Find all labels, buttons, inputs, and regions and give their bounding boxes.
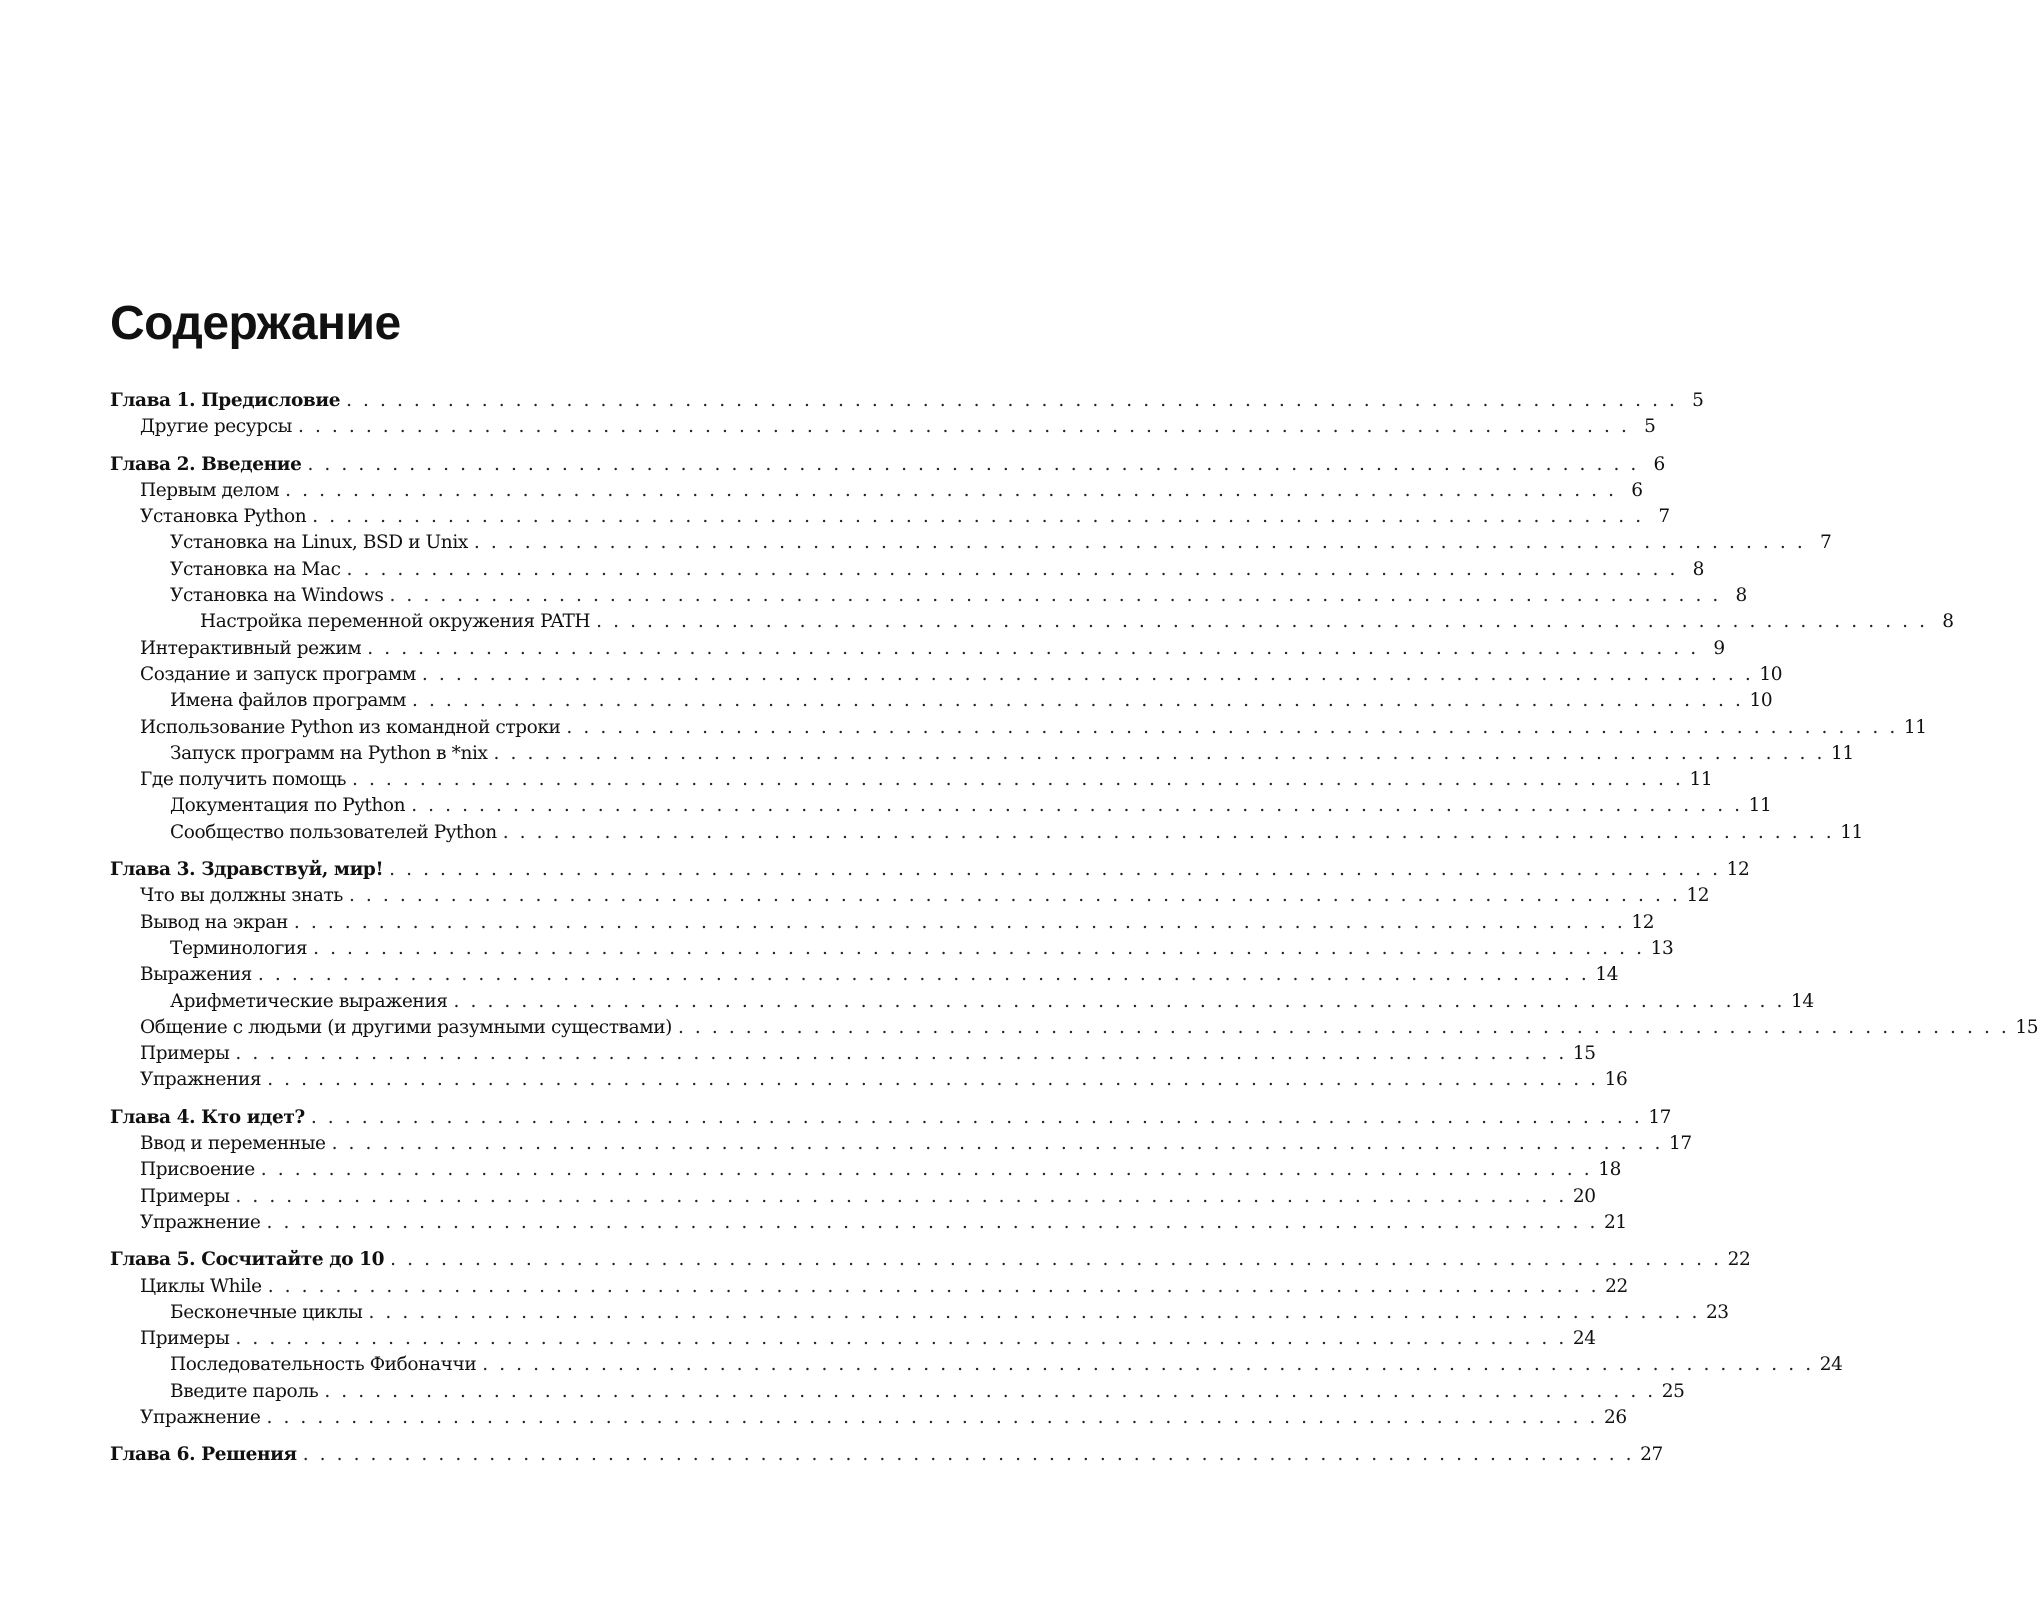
toc-page-number: 17 bbox=[1669, 1133, 1692, 1155]
toc-chapter bbox=[110, 857, 2038, 1094]
toc-section-entry[interactable] bbox=[110, 910, 1655, 936]
toc-page-number: 10 bbox=[1749, 690, 1773, 712]
toc-page-number: 20 bbox=[1572, 1185, 1596, 1207]
dot-leader: . . . . . . . . . . . . . . . . . . . . . . . . . . . . . . . . . . . . . . . . . . . . . . . . . . . . . . . . . . . . . . . . . . . . . . . . . . . . . . . bbox=[257, 964, 1590, 986]
toc-page-number: 15 bbox=[2015, 1016, 2038, 1038]
toc-page-number: 11 bbox=[1831, 742, 1854, 764]
toc-page-number: 12 bbox=[1726, 859, 1750, 881]
toc-entry-title: Имена файлов программ bbox=[170, 690, 406, 712]
dot-leader: . . . . . . . . . . . . . . . . . . . . . . . . . . . . . . . . . . . . . . . . . . . . . . . . . . . . . . . . . . . . . . . . . . . . . . . . . . . . . . . bbox=[389, 859, 1721, 881]
toc-entry-title: Глава 4. Кто идет? bbox=[110, 1106, 305, 1128]
toc-chapter-entry[interactable] bbox=[110, 452, 1665, 478]
toc-section-entry[interactable] bbox=[110, 1210, 1627, 1236]
toc-section-entry[interactable] bbox=[110, 1326, 1596, 1352]
toc-page-number: 9 bbox=[1713, 637, 1725, 659]
toc-chapter-entry[interactable] bbox=[110, 388, 1704, 414]
toc-entry-title: Документация по Python bbox=[170, 795, 406, 817]
toc-section-entry[interactable] bbox=[110, 1067, 1628, 1093]
toc-section-entry[interactable] bbox=[110, 557, 1704, 583]
dot-leader: . . . . . . . . . . . . . . . . . . . . . . . . . . . . . . . . . . . . . . . . . . . . . . . . . . . . . . . . . . . . . . . . . . . . . . . . . . . . . . . bbox=[346, 558, 1678, 580]
toc-entry-title: Общение с людьми (и другими разумными существами) bbox=[140, 1016, 672, 1038]
toc-entry-title: Установка на Windows bbox=[170, 585, 384, 607]
toc-entry-title: Упражнение bbox=[140, 1406, 261, 1428]
toc-page-number: 10 bbox=[1759, 663, 1783, 685]
dot-leader: . . . . . . . . . . . . . . . . . . . . . . . . . . . . . . . . . . . . . . . . . . . . . . . . . . . . . . . . . . . . . . . . . . . . . . . . . . . . . . . bbox=[267, 1069, 1599, 1091]
toc-entry-title: Другие ресурсы bbox=[140, 416, 292, 438]
toc-section-entry[interactable] bbox=[110, 1405, 1627, 1431]
toc-chapter bbox=[110, 1442, 1663, 1468]
toc-page-number: 17 bbox=[1648, 1106, 1672, 1128]
toc-page-number: 11 bbox=[1903, 716, 1927, 738]
toc-section-entry[interactable] bbox=[110, 504, 1670, 530]
dot-leader: . . . . . . . . . . . . . . . . . . . . . . . . . . . . . . . . . . . . . . . . . . . . . . . . . . . . . . . . . . . . . . . . . . . . . . . . . . . . . . . bbox=[566, 716, 1898, 738]
toc-section-entry[interactable] bbox=[110, 820, 1863, 846]
toc-page-number: 18 bbox=[1598, 1159, 1621, 1181]
toc-section-entry[interactable] bbox=[110, 636, 1725, 662]
dot-leader: . . . . . . . . . . . . . . . . . . . . . . . . . . . . . . . . . . . . . . . . . . . . . . . . . . . . . . . . . . . . . . . . . . . . . . . . . . . . . . . bbox=[310, 1106, 1643, 1128]
dot-leader: . . . . . . . . . . . . . . . . . . . . . . . . . . . . . . . . . . . . . . . . . . . . . . . . . . . . . . . . . . . . . . . . . . . . . . . . . . . . . . . bbox=[260, 1159, 1593, 1181]
toc-entry-title: Глава 6. Решения bbox=[110, 1444, 297, 1466]
dot-leader: . . . . . . . . . . . . . . . . . . . . . . . . . . . . . . . . . . . . . . . . . . . . . . . . . . . . . . . . . . . . . . . . . . . . . . . . . . . . . . . bbox=[324, 1380, 1656, 1402]
toc-page-number: 12 bbox=[1686, 885, 1710, 907]
toc-page-number: 11 bbox=[1840, 821, 1863, 843]
toc-entry-title: Примеры bbox=[140, 1043, 230, 1065]
dot-leader: . . . . . . . . . . . . . . . . . . . . . . . . . . . . . . . . . . . . . . . . . . . . . . . . . . . . . . . . . . . . . . . . . . . . . . . . . . . . . . . bbox=[267, 1275, 1600, 1297]
toc-entry-title: Упражнение bbox=[140, 1211, 261, 1233]
dot-leader: . . . . . . . . . . . . . . . . . . . . . . . . . . . . . . . . . . . . . . . . . . . . . . . . . . . . . . . . . . . . . . . . . . . . . . . . . . . . . . . bbox=[493, 742, 1826, 764]
toc-entry-title: Примеры bbox=[140, 1328, 230, 1350]
toc-section-entry[interactable] bbox=[110, 989, 1814, 1015]
toc-entry-title: Примеры bbox=[140, 1185, 230, 1207]
toc-section-entry[interactable] bbox=[110, 414, 1656, 440]
toc-entry-title: Что вы должны знать bbox=[140, 885, 343, 907]
toc-section-entry[interactable] bbox=[110, 1274, 1628, 1300]
toc-page-number: 24 bbox=[1819, 1354, 1843, 1376]
dot-leader: . . . . . . . . . . . . . . . . . . . . . . . . . . . . . . . . . . . . . . . . . . . . . . . . . . . . . . . . . . . . . . . . . . . . . . . . . . . . . . . bbox=[235, 1043, 1567, 1065]
toc-section-entry[interactable] bbox=[110, 1157, 1621, 1183]
dot-leader: . . . . . . . . . . . . . . . . . . . . . . . . . . . . . . . . . . . . . . . . . . . . . . . . . . . . . . . . . . . . . . . . . . . . . . . . . . . . . . . bbox=[293, 911, 1626, 933]
toc-page-number: 13 bbox=[1650, 937, 1674, 959]
dot-leader: . . . . . . . . . . . . . . . . . . . . . . . . . . . . . . . . . . . . . . . . . . . . . . . . . . . . . . . . . . . . . . . . . . . . . . . . . . . . . . . bbox=[285, 479, 1617, 501]
toc-entry-title: Установка на Mac bbox=[170, 558, 341, 580]
toc-page-number: 27 bbox=[1640, 1444, 1663, 1466]
toc-entry-title: Глава 3. Здравствуй, мир! bbox=[110, 859, 384, 881]
toc-chapter-entry[interactable] bbox=[110, 857, 1750, 883]
toc-chapter bbox=[110, 1247, 1843, 1431]
toc-chapter bbox=[110, 452, 1954, 846]
toc-page-number: 24 bbox=[1572, 1328, 1596, 1350]
toc-section-entry[interactable] bbox=[110, 609, 1954, 635]
toc-page-number: 16 bbox=[1604, 1069, 1628, 1091]
toc-section-entry[interactable] bbox=[110, 1041, 1596, 1067]
toc-entry-title: Упражнения bbox=[140, 1069, 262, 1091]
dot-leader: . . . . . . . . . . . . . . . . . . . . . . . . . . . . . . . . . . . . . . . . . . . . . . . . . . . . . . . . . . . . . . . . . . . . . . . . . . . . . . . bbox=[313, 937, 1645, 959]
dot-leader: . . . . . . . . . . . . . . . . . . . . . . . . . . . . . . . . . . . . . . . . . . . . . . . . . . . . . . . . . . . . . . . . . . . . . . . . . . . . . . . bbox=[390, 1249, 1722, 1271]
toc-page-number: 25 bbox=[1661, 1380, 1685, 1402]
toc-chapter-entry[interactable] bbox=[110, 1442, 1663, 1468]
toc-page-number: 11 bbox=[1748, 795, 1772, 817]
toc-section-entry[interactable] bbox=[110, 1379, 1685, 1405]
dot-leader: . . . . . . . . . . . . . . . . . . . . . . . . . . . . . . . . . . . . . . . . . . . . . . . . . . . . . . . . . . . . . . . . . . . . . . . . . . . . . . . bbox=[412, 690, 1744, 712]
toc-page-number: 5 bbox=[1692, 390, 1704, 411]
toc-page-number: 21 bbox=[1603, 1211, 1627, 1233]
toc-page-number: 7 bbox=[1658, 506, 1670, 528]
toc-page-number: 8 bbox=[1942, 611, 1954, 633]
toc-entry-title: Циклы While bbox=[140, 1275, 262, 1297]
toc-entry-title: Использование Python из командной строки bbox=[140, 716, 561, 738]
toc-section-entry[interactable] bbox=[110, 688, 1773, 714]
toc-page-number: 14 bbox=[1791, 990, 1814, 1012]
dot-leader: . . . . . . . . . . . . . . . . . . . . . . . . . . . . . . . . . . . . . . . . . . . . . . . . . . . . . . . . . . . . . . . . . . . . . . . . . . . . . . . bbox=[389, 585, 1721, 607]
toc-entry-title: Арифметические выражения bbox=[170, 990, 448, 1012]
toc-page-number: 12 bbox=[1631, 911, 1655, 933]
toc-entry-title: Последовательность Фибоначчи bbox=[170, 1354, 477, 1376]
dot-leader: . . . . . . . . . . . . . . . . . . . . . . . . . . . . . . . . . . . . . . . . . . . . . . . . . . . . . . . . . . . . . . . . . . . . . . . . . . . . . . . bbox=[677, 1016, 2010, 1038]
toc-entry-title: Глава 2. Введение bbox=[110, 453, 302, 475]
toc-section-entry[interactable] bbox=[110, 936, 1674, 962]
toc-entry-title: Выражения bbox=[140, 964, 252, 986]
toc-entry-title: Сообщество пользователей Python bbox=[170, 821, 497, 843]
toc-entry-title: Ввод и переменные bbox=[140, 1133, 326, 1155]
dot-leader: . . . . . . . . . . . . . . . . . . . . . . . . . . . . . . . . . . . . . . . . . . . . . . . . . . . . . . . . . . . . . . . . . . . . . . . . . . . . . . . bbox=[312, 506, 1644, 528]
dot-leader: . . . . . . . . . . . . . . . . . . . . . . . . . . . . . . . . . . . . . . . . . . . . . . . . . . . . . . . . . . . . . . . . . . . . . . . . . . . . . . . bbox=[473, 532, 1806, 554]
toc-section-entry[interactable] bbox=[110, 767, 1713, 793]
dot-leader: . . . . . . . . . . . . . . . . . . . . . . . . . . . . . . . . . . . . . . . . . . . . . . . . . . . . . . . . . . . . . . . . . . . . . . . . . . . . . . . bbox=[235, 1328, 1567, 1350]
toc-entry-title: Настройка переменной окружения PATH bbox=[200, 611, 591, 633]
dot-leader: . . . . . . . . . . . . . . . . . . . . . . . . . . . . . . . . . . . . . . . . . . . . . . . . . . . . . . . . . . . . . . . . . . . . . . . . . . . . . . . bbox=[352, 769, 1684, 791]
toc-section-entry[interactable] bbox=[110, 662, 1783, 688]
toc-page-number: 26 bbox=[1603, 1406, 1627, 1428]
toc-section-entry[interactable] bbox=[110, 583, 1747, 609]
table-of-contents bbox=[110, 388, 2038, 1480]
toc-section-entry[interactable] bbox=[110, 962, 1619, 988]
toc-page-number: 8 bbox=[1692, 558, 1704, 580]
toc-section-entry[interactable] bbox=[110, 1184, 1596, 1210]
toc-page-number: 5 bbox=[1644, 416, 1656, 438]
toc-entry-title: Введите пароль bbox=[170, 1380, 319, 1402]
toc-chapter-entry[interactable] bbox=[110, 1247, 1751, 1273]
toc-page-number: 7 bbox=[1819, 532, 1832, 554]
dot-leader: . . . . . . . . . . . . . . . . . . . . . . . . . . . . . . . . . . . . . . . . . . . . . . . . . . . . . . . . . . . . . . . . . . . . . . . . . . . . . . . bbox=[596, 611, 1928, 633]
toc-page-number: 15 bbox=[1572, 1043, 1596, 1065]
dot-leader: . . . . . . . . . . . . . . . . . . . . . . . . . . . . . . . . . . . . . . . . . . . . . . . . . . . . . . . . . . . . . . . . . . . . . . . . . . . . . . . bbox=[453, 990, 1786, 1012]
toc-entry-title: Глава 1. Предисловие bbox=[110, 390, 341, 411]
toc-chapter-entry[interactable] bbox=[110, 1105, 1672, 1131]
toc-section-entry[interactable] bbox=[110, 1131, 1692, 1157]
toc-entry-title: Бесконечные циклы bbox=[170, 1301, 363, 1323]
dot-leader: . . . . . . . . . . . . . . . . . . . . . . . . . . . . . . . . . . . . . . . . . . . . . . . . . . . . . . . . . . . . . . . . . . . . . . . . . . . . . . . bbox=[235, 1185, 1567, 1207]
toc-section-entry[interactable] bbox=[110, 715, 1927, 741]
dot-leader: . . . . . . . . . . . . . . . . . . . . . . . . . . . . . . . . . . . . . . . . . . . . . . . . . . . . . . . . . . . . . . . . . . . . . . . . . . . . . . . bbox=[346, 390, 1678, 411]
dot-leader: . . . . . . . . . . . . . . . . . . . . . . . . . . . . . . . . . . . . . . . . . . . . . . . . . . . . . . . . . . . . . . . . . . . . . . . . . . . . . . . bbox=[421, 663, 1754, 685]
toc-entry-title: Вывод на экран bbox=[140, 911, 288, 933]
toc-page-number: 23 bbox=[1705, 1301, 1729, 1323]
dot-leader: . . . . . . . . . . . . . . . . . . . . . . . . . . . . . . . . . . . . . . . . . . . . . . . . . . . . . . . . . . . . . . . . . . . . . . . . . . . . . . . bbox=[307, 453, 1639, 475]
page-title: Содержание bbox=[110, 297, 401, 350]
dot-leader: . . . . . . . . . . . . . . . . . . . . . . . . . . . . . . . . . . . . . . . . . . . . . . . . . . . . . . . . . . . . . . . . . . . . . . . . . . . . . . . bbox=[297, 416, 1630, 438]
toc-section-entry[interactable] bbox=[110, 530, 1832, 556]
toc-entry-title: Первым делом bbox=[140, 479, 280, 501]
toc-entry-title: Запуск программ на Python в *nix bbox=[170, 742, 488, 764]
dot-leader: . . . . . . . . . . . . . . . . . . . . . . . . . . . . . . . . . . . . . . . . . . . . . . . . . . . . . . . . . . . . . . . . . . . . . . . . . . . . . . . bbox=[367, 637, 1699, 659]
toc-section-entry[interactable] bbox=[110, 1352, 1843, 1378]
toc-page-number: 6 bbox=[1631, 479, 1643, 501]
toc-entry-title: Где получить помощь bbox=[140, 769, 346, 791]
dot-leader: . . . . . . . . . . . . . . . . . . . . . . . . . . . . . . . . . . . . . . . . . . . . . . . . . . . . . . . . . . . . . . . . . . . . . . . . . . . . . . . bbox=[266, 1211, 1598, 1233]
toc-entry-title: Установка Python bbox=[140, 506, 307, 528]
toc-section-entry[interactable] bbox=[110, 741, 1854, 767]
toc-page-number: 22 bbox=[1605, 1275, 1628, 1297]
dot-leader: . . . . . . . . . . . . . . . . . . . . . . . . . . . . . . . . . . . . . . . . . . . . . . . . . . . . . . . . . . . . . . . . . . . . . . . . . . . . . . . bbox=[331, 1133, 1664, 1155]
toc-page-number: 6 bbox=[1653, 453, 1665, 475]
toc-chapter bbox=[110, 388, 1704, 441]
toc-section-entry[interactable] bbox=[110, 1300, 1729, 1326]
dot-leader: . . . . . . . . . . . . . . . . . . . . . . . . . . . . . . . . . . . . . . . . . . . . . . . . . . . . . . . . . . . . . . . . . . . . . . . . . . . . . . . bbox=[302, 1444, 1635, 1466]
dot-leader: . . . . . . . . . . . . . . . . . . . . . . . . . . . . . . . . . . . . . . . . . . . . . . . . . . . . . . . . . . . . . . . . . . . . . . . . . . . . . . . bbox=[348, 885, 1681, 907]
dot-leader: . . . . . . . . . . . . . . . . . . . . . . . . . . . . . . . . . . . . . . . . . . . . . . . . . . . . . . . . . . . . . . . . . . . . . . . . . . . . . . . bbox=[368, 1301, 1700, 1323]
toc-page-number: 11 bbox=[1689, 769, 1713, 791]
toc-entry-title: Глава 5. Сосчитайте до 10 bbox=[110, 1249, 385, 1271]
toc-entry-title: Установка на Linux, BSD и Unix bbox=[170, 532, 468, 554]
toc-section-entry[interactable] bbox=[110, 883, 1710, 909]
dot-leader: . . . . . . . . . . . . . . . . . . . . . . . . . . . . . . . . . . . . . . . . . . . . . . . . . . . . . . . . . . . . . . . . . . . . . . . . . . . . . . . bbox=[266, 1406, 1598, 1428]
toc-section-entry[interactable] bbox=[110, 793, 1772, 819]
toc-page-number: 14 bbox=[1595, 964, 1619, 986]
dot-leader: . . . . . . . . . . . . . . . . . . . . . . . . . . . . . . . . . . . . . . . . . . . . . . . . . . . . . . . . . . . . . . . . . . . . . . . . . . . . . . . bbox=[502, 821, 1835, 843]
dot-leader: . . . . . . . . . . . . . . . . . . . . . . . . . . . . . . . . . . . . . . . . . . . . . . . . . . . . . . . . . . . . . . . . . . . . . . . . . . . . . . . bbox=[482, 1354, 1814, 1376]
toc-entry-title: Терминология bbox=[170, 937, 308, 959]
toc-section-entry[interactable] bbox=[110, 1015, 2038, 1041]
toc-chapter bbox=[110, 1105, 1692, 1236]
toc-section-entry[interactable] bbox=[110, 478, 1643, 504]
toc-page-number: 8 bbox=[1735, 585, 1747, 607]
toc-page-number: 22 bbox=[1727, 1249, 1751, 1271]
dot-leader: . . . . . . . . . . . . . . . . . . . . . . . . . . . . . . . . . . . . . . . . . . . . . . . . . . . . . . . . . . . . . . . . . . . . . . . . . . . . . . . bbox=[411, 795, 1743, 817]
toc-entry-title: Присвоение bbox=[140, 1159, 255, 1181]
toc-entry-title: Интерактивный режим bbox=[140, 637, 362, 659]
toc-entry-title: Создание и запуск программ bbox=[140, 663, 416, 685]
